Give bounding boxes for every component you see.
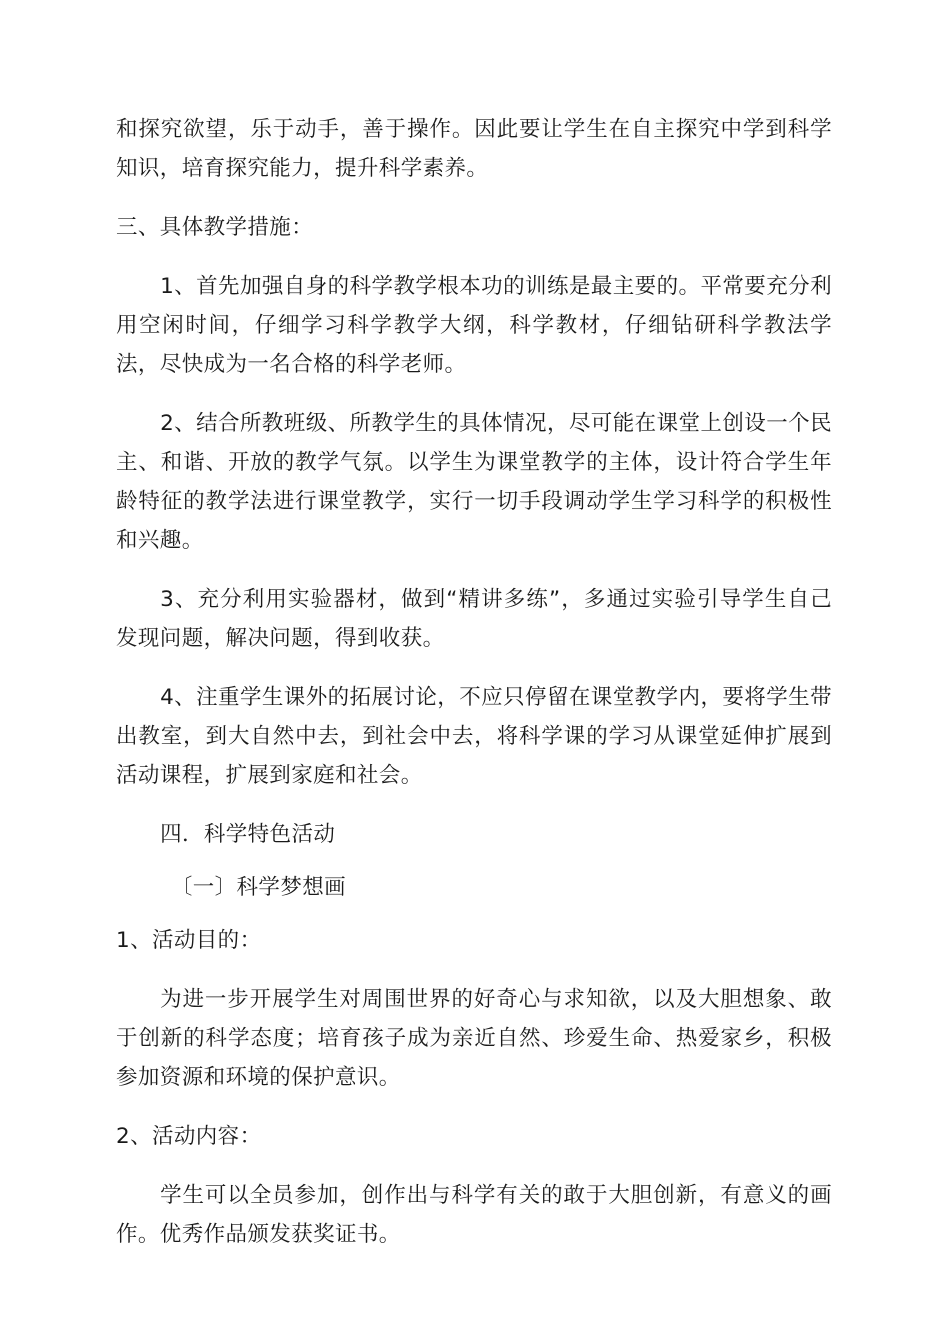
paragraph-activity-content: 学生可以全员参加，创作出与科学有关的敢于大胆创新，有意义的画作。优秀作品颁发获奖证书。 — [116, 1183, 832, 1247]
document-page — [116, 110, 832, 1274]
heading-activity-content: 2、活动内容： — [116, 1124, 262, 1149]
paragraph-measure-4: 4、注重学生课外的拓展讨论，不应只停留在课堂教学内，要将学生带出教室，到大自然中去，到社会中去，将科学课的学习从课堂延伸扩展到活动课程，扩展到家庭和社会。 — [116, 685, 832, 788]
paragraph-measure-1: 1、首先加强自身的科学教学根本功的训练是最主要的。平常要充分利用空闲时间，仔细学习科学教学大纲，科学教材，仔细钻研科学教法学法，尽快成为一名合格的科学老师。 — [116, 274, 832, 377]
paragraph-measure-3: 3、充分利用实验器材，做到“精讲多练”，多通过实验引导学生自己发现问题，解决问题，得到收获。 — [116, 587, 832, 651]
paragraph-intro-continuation: 和探究欲望，乐于动手，善于操作。因此要让学生在自主探究中学到科学知识，培育探究能力，提升科学素养。 — [116, 117, 832, 181]
heading-science-activities: 四．科学特色活动 — [160, 822, 336, 847]
heading-teaching-measures: 三、具体教学措施： — [116, 215, 314, 240]
paragraph-activity-purpose: 为进一步开展学生对周围世界的好奇心与求知欲，以及大胆想象、敢于创新的科学态度；培育孩子成为亲近自然、珍爱生命、热爱家乡，积极参加资源和环境的保护意识。 — [116, 987, 832, 1090]
heading-activity-purpose: 1、活动目的： — [116, 928, 262, 953]
paragraph-measure-2: 2、结合所教班级、所教学生的具体情况，尽可能在课堂上创设一个民主、和谐、开放的教学气氛。以学生为课堂教学的主体，设计符合学生年龄特征的教学法进行课堂教学，实行一切手段调动学生学习科学的积极性和兴趣。 — [116, 411, 832, 553]
heading-science-dream-drawing: 〔一〕科学梦想画 — [170, 875, 347, 900]
